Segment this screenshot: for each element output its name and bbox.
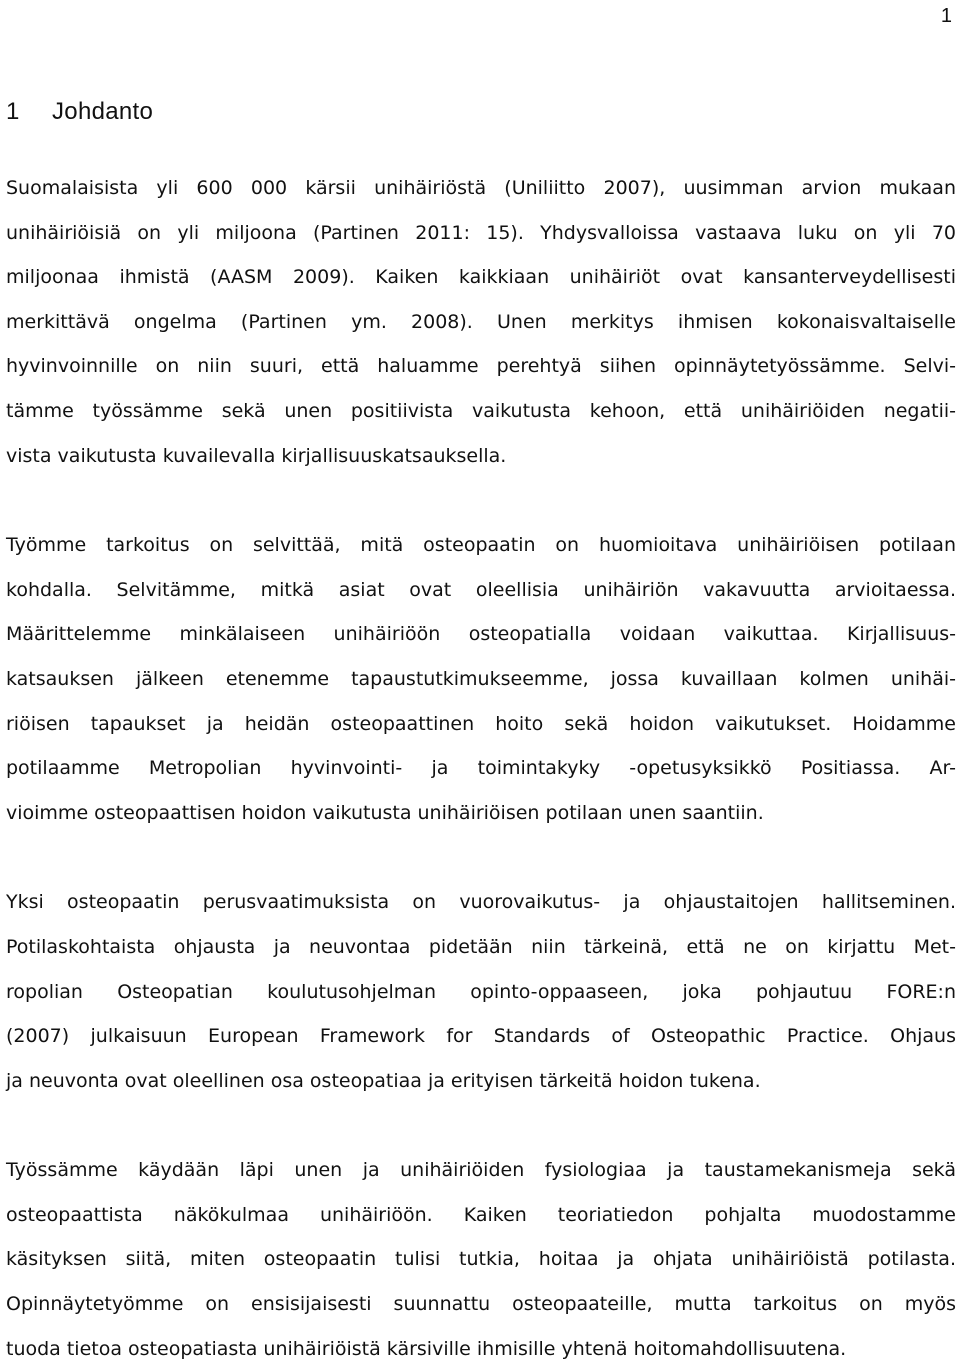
text-line: Suomalaisista yli 600 000 kärsii unihäiriöstä (Uniliitto 2007), uusimman arvion mukaan xyxy=(6,177,956,199)
text-line: Työssämme käydään läpi unen ja unihäiriöiden fysiologiaa ja taustamekanismeja sekä xyxy=(6,1159,956,1182)
paragraph xyxy=(6,1148,956,1371)
body-text xyxy=(6,166,956,1371)
text-line: kohdalla. Selvitämme, mitkä asiat ovat oleellisia unihäiriön vakavuutta arvioitaessa. xyxy=(6,578,956,601)
text-line: käsityksen siitä, miten osteopaatin tulisi tutkia, hoitaa ja ohjata unihäiriöistä potilasta. xyxy=(6,1248,956,1271)
text-line: Yksi osteopaatin perusvaatimuksista on vuorovaikutus- ja ohjaustaitojen hallitseminen. xyxy=(6,891,956,914)
text-line: ja neuvonta ovat oleellinen osa osteopatiaa ja erityisen tärkeitä hoidon tukena. xyxy=(6,1069,761,1092)
page-number: 1 xyxy=(940,5,952,27)
paragraph xyxy=(6,166,956,478)
paragraph xyxy=(6,523,956,835)
text-line: ropolian Osteopatian koulutusohjelman opinto-oppaaseen, joka pohjautuu FORE:n xyxy=(6,980,956,1003)
chapter-number: 1 xyxy=(6,98,20,125)
text-line: riöisen tapaukset ja heidän osteopaattinen hoito sekä hoidon vaikutukset. Hoidamme xyxy=(6,712,956,735)
text-line: tämme työssämme sekä unen positiivista vaikutusta kehoon, että unihäiriöiden negatii- xyxy=(6,399,956,422)
text-line: potilaamme Metropolian hyvinvointi- ja toimintakyky -opetusyksikkö Positiassa. Ar- xyxy=(6,757,956,780)
text-line: vioimme osteopaattisen hoidon vaikutusta unihäiriöisen potilaan unen saantiin. xyxy=(6,801,764,824)
chapter-heading xyxy=(6,92,153,132)
text-line: hyvinvoinnille on niin suuri, että haluamme perehtyä siihen opinnäytetyössämme. Selvi- xyxy=(6,355,956,378)
text-line: merkittävä ongelma (Partinen ym. 2008). Unen merkitys ihmisen kokonaisvaltaiselle xyxy=(6,310,956,333)
text-line: (2007) julkaisuun European Framework for Standards of Osteopathic Practice. Ohjaus xyxy=(6,1025,956,1048)
paragraph xyxy=(6,880,956,1103)
text-line: unihäiriöisiä on yli miljoona (Partinen 2011: 15). Yhdysvalloissa vastaava luku on yli 70 xyxy=(6,221,956,244)
text-line: Määrittelemme minkälaiseen unihäiriöön osteopatialla voidaan vaikuttaa. Kirjallisuus- xyxy=(6,623,956,646)
text-line: Työmme tarkoitus on selvittää, mitä osteopaatin on huomioitava unihäiriöisen potilaan xyxy=(6,534,956,557)
text-line: tuoda tietoa osteopatiasta unihäiriöistä kärsiville ihmisille yhtenä hoitomahdollisuutena. xyxy=(6,1337,847,1360)
text-line: katsauksen jälkeen etenemme tapaustutkimukseemme, jossa kuvaillaan kolmen unihäi- xyxy=(6,667,956,690)
text-line: osteopaattista näkökulmaa unihäiriöön. Kaiken teoriatiedon pohjalta muodostamme xyxy=(6,1203,956,1226)
chapter-title: Johdanto xyxy=(52,98,154,125)
text-line: Opinnäytetyömme on ensisijaisesti suunnattu osteopaateille, mutta tarkoitus on myös xyxy=(6,1293,956,1316)
text-line: Potilaskohtaista ohjausta ja neuvontaa pidetään niin tärkeinä, että ne on kirjattu Met- xyxy=(6,935,956,958)
text-line: miljoonaa ihmistä (AASM 2009). Kaiken kaikkiaan unihäiriöt ovat kansanterveydellisesti xyxy=(6,266,956,289)
text-line: vista vaikutusta kuvailevalla kirjallisuuskatsauksella. xyxy=(6,444,507,467)
